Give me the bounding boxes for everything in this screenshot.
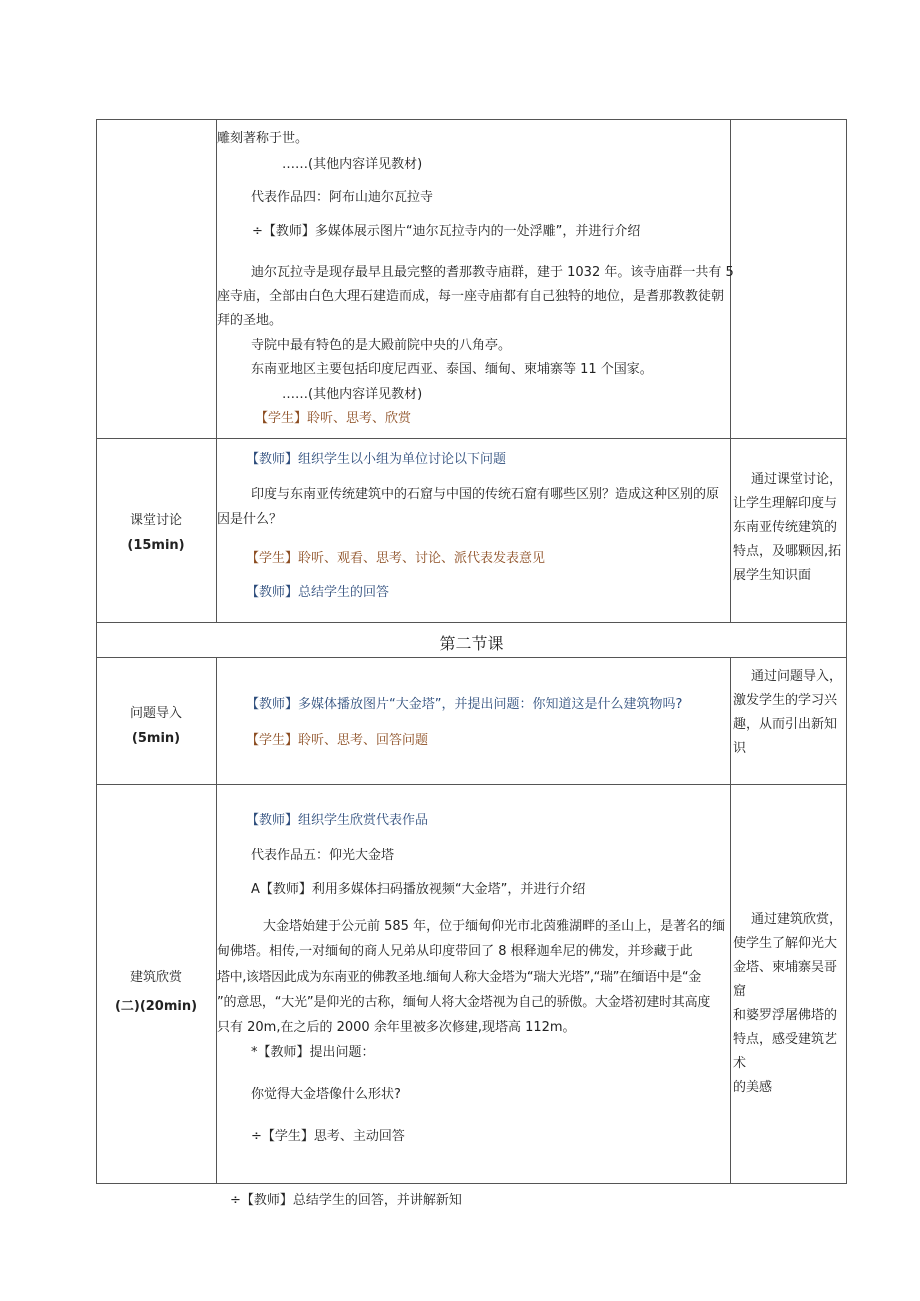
text-line: 雕刻著称于世。 bbox=[217, 131, 309, 146]
student-activity: 【学生】聆听、思考、欣赏 bbox=[255, 411, 412, 426]
text-line: ÷【教师】多媒体展示图片“迪尔瓦拉寺内的一处浮雕”，并进行介绍 bbox=[252, 224, 641, 239]
body-line: 大金塔始建于公元前 585 年，位于缅甸仰光市北茵雅湖畔的圣山上，是著名的缅 bbox=[263, 919, 726, 934]
row-divider-1 bbox=[96, 438, 847, 439]
note-line: 东南亚传统建筑的 bbox=[733, 520, 838, 535]
design-note bbox=[733, 468, 845, 588]
stage-label-intro bbox=[96, 702, 216, 746]
note-line: 趣，从而引出新知识 bbox=[733, 717, 838, 756]
text-line: 拜的圣地。 bbox=[217, 313, 283, 328]
row-divider-3 bbox=[96, 657, 847, 658]
text-line: 寺院中最有特色的是大殿前院中央的八角亭。 bbox=[251, 338, 512, 353]
text-line: 迪尔瓦拉寺是现存最早且最完整的耆那教寺庙群，建于 1032 年。该寺庙群一共有 5 bbox=[251, 265, 734, 280]
work-title: 代表作品五：仰光大金塔 bbox=[251, 848, 395, 863]
section-title: 第二节课 bbox=[439, 634, 504, 653]
text-line: 座寺庙，全部由白色大理石建造而成，每一座寺庙都有自己独特的地位，是耆那教教徒朝 bbox=[217, 289, 725, 304]
teacher-activity: 【教师】多媒体播放图片“大金塔”，并提出问题：你知道这是什么建筑物吗? bbox=[246, 697, 683, 712]
column-divider-right-top bbox=[730, 119, 731, 622]
stage-time: (二)(20min) bbox=[114, 999, 198, 1014]
teacher-question: *【教师】提出问题： bbox=[251, 1045, 375, 1060]
stage-time: (15min) bbox=[127, 538, 185, 553]
stage-name: 问题导入 bbox=[129, 706, 182, 721]
row-divider-4 bbox=[96, 784, 847, 785]
question-text: 你觉得大金塔像什么形状? bbox=[251, 1087, 401, 1102]
column-divider-left-bottom bbox=[216, 657, 217, 1184]
stage-name: 建筑欣赏 bbox=[129, 970, 182, 985]
discussion-question: 印度与东南亚传统建筑中的石窟与中国的传统石窟有哪些区别？造成这种区别的原 bbox=[251, 487, 720, 502]
text-line: 东南亚地区主要包括印度尼西亚、泰国、缅甸、柬埔寨等 11 个国家。 bbox=[251, 362, 653, 377]
note-line: 通过课堂讨论， bbox=[751, 472, 843, 487]
body-line: 塔中,该塔因此成为东南亚的佛教圣地.缅甸人称大金塔为“瑞大光塔”,“瑞”在缅语中是“金 bbox=[217, 970, 701, 985]
design-note bbox=[733, 908, 845, 1100]
stage-label-appreciation bbox=[96, 966, 216, 1014]
text-line: ……(其他内容详见教材) bbox=[282, 157, 423, 172]
body-line: 甸佛塔。相传,一对缅甸的商人兄弟从印度带回了 8 根释迦牟尼的佛发，并珍藏于此 bbox=[217, 944, 693, 959]
stage-name: 课堂讨论 bbox=[129, 513, 182, 528]
teacher-activity: 【教师】组织学生以小组为单位讨论以下问题 bbox=[246, 452, 507, 467]
footer-teacher-line: ÷【教师】总结学生的回答，并讲解新知 bbox=[230, 1193, 462, 1208]
text-line: 代表作品四：阿布山迪尔瓦拉寺 bbox=[251, 190, 434, 205]
note-line: 展学生知识面 bbox=[733, 568, 812, 583]
student-activity: 【学生】聆听、思考、回答问题 bbox=[246, 733, 429, 748]
note-line: 使学生了解仰光大 bbox=[733, 936, 838, 951]
body-line: 只有 20m,在之后的 2000 余年里被多次修建,现塔高 112m。 bbox=[217, 1020, 576, 1035]
text-line: ……(其他内容详见教材) bbox=[282, 387, 423, 402]
column-divider-left-top bbox=[216, 119, 217, 622]
note-line: 让学生理解印度与 bbox=[733, 496, 838, 511]
row-divider-2 bbox=[96, 622, 847, 623]
student-activity: ÷【学生】思考、主动回答 bbox=[251, 1129, 405, 1144]
stage-label-discussion bbox=[96, 509, 216, 553]
note-line: 通过问题导入， bbox=[751, 669, 843, 684]
note-line: 通过建筑欣赏， bbox=[751, 912, 843, 927]
body-line: ”的意思，“大光”是仰光的古称，缅甸人将大金塔视为自己的骄傲。大金塔初建时其高度 bbox=[217, 995, 711, 1010]
design-note bbox=[733, 665, 845, 761]
note-line: 激发学生的学习兴 bbox=[733, 693, 838, 708]
note-line: 和婆罗浮屠佛塔的 bbox=[733, 1008, 838, 1023]
column-divider-right-bottom bbox=[730, 657, 731, 1184]
note-line: 的美感 bbox=[733, 1080, 773, 1095]
student-activity: 【学生】聆听、观看、思考、讨论、派代表发表意见 bbox=[246, 551, 546, 566]
note-line: 特点，及哪颗因,拓 bbox=[733, 544, 842, 559]
note-line: 特点，感受建筑艺术 bbox=[733, 1032, 838, 1071]
discussion-question: 因是什么？ bbox=[217, 512, 283, 527]
stage-time: (5min) bbox=[131, 731, 181, 746]
teacher-activity: 【教师】总结学生的回答 bbox=[246, 585, 390, 600]
note-line: 金塔、柬埔寨吴哥窟 bbox=[733, 960, 838, 999]
teacher-activity: 【教师】组织学生欣赏代表作品 bbox=[246, 813, 429, 828]
teacher-video: A【教师】利用多媒体扫码播放视频“大金塔”，并进行介绍 bbox=[251, 882, 586, 897]
